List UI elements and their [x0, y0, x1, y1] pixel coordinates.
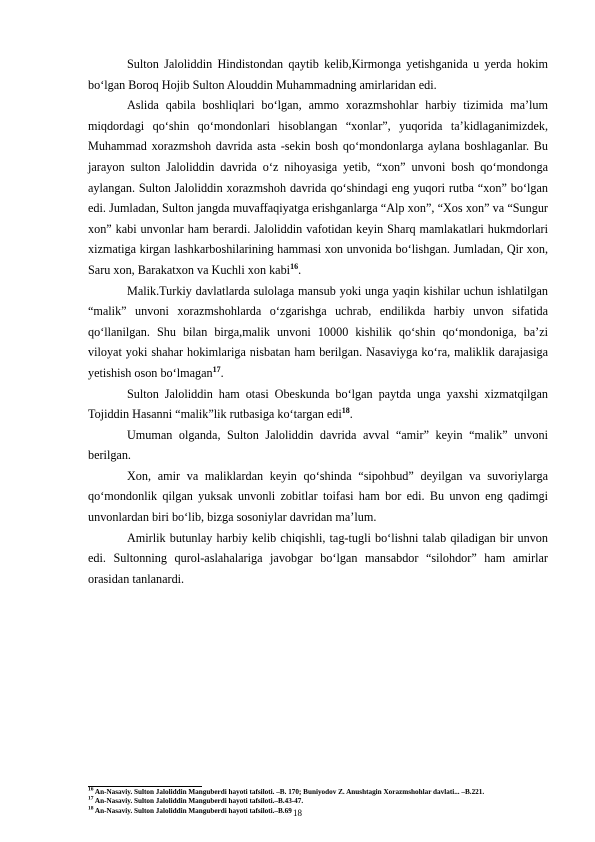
paragraph: Sulton Jaloliddin Hindistondan qaytib kelib,Kirmonga yetishganida u yerda hokim bo‘lgan Boroq Hojib Sulton Alouddin Muhammadning amirlaridan edi. — [88, 57, 548, 92]
paragraph: Xon, amir va maliklardan keyin qo‘shinda “sipohbud” deyilgan va suvoriylarga qo‘mondonlik qilgan yuksak unvonli zobitlar toifasi ham bor edi. Bu unvon eng qadimgi unvonlardan biri bo‘lib, bizga sosoniylar davridan ma’lum. — [88, 468, 548, 525]
paragraph: Umuman olganda, Sulton Jaloliddin davrida avval “amir” keyin “malik” unvoni berilgan. — [88, 427, 548, 463]
footnote-ref[interactable]: 16 — [290, 261, 299, 271]
paragraph: Aslida qabila boshliqlari bo‘lgan, ammo xorazmshohlar harbiy tizimida ma’lum miqdordagi qo‘shin qo‘mondonlari hisoblangan “xonlar”, yuqorida ta’kidlaganimizdek, Muhammad xorazmshoh davrida asta -sekin bosh qo‘mondonlarga aylana boshlaganlar. Bu jarayon sulton Jaloliddin davrida o‘z nihoyasiga yetib, “xon” unvoni bosh qo‘mondonga aylangan. Sulton Jaloliddin xorazmshoh davrida qo‘shindagi eng yuqori rutba “xon” bo‘lgan edi. Jumladan, Sulton jangda muvaffaqiyatga erishganlarga “Alp xon”, “Xos xon” va “Sungur xon” kabi unvonlar ham berardi. Jaloliddin vafotidan keyin Sharq mamlakatlari hukmdorlari xizmatiga kirgan lashkarboshilarining hammasi xon unvonida bo‘lishgan. Jumladan, Qir xon, Saru xon, Barakatxon va Kuchli xon kabi$^{16}$. — [88, 98, 548, 277]
footnote-ref[interactable]: 17 — [212, 364, 221, 374]
page-number: 18 — [293, 808, 302, 818]
footnote: $^{18}$ An-Nasaviy. Sulton Jaloliddin Manguberdi hayoti tafsiloti.–B.69 — [88, 805, 292, 815]
footnote: $^{16}$ An-Nasaviy. Sulton Jaloliddin Manguberdi hayoti tafsiloti. –B. 170; Buniyodov Z. Anushtagin Xorazmshohlar davlati... –B.221. — [88, 786, 485, 796]
paragraph: Sulton Jaloliddin ham otasi Obeskunda bo‘lgan paytda unga yaxshi xizmatqilgan Tojiddin Hasanni “malik”lik rutbasiga ko‘targan edi$^{18}$. — [88, 386, 548, 422]
paragraph: Amirlik butunlay harbiy kelib chiqishli, tag-tugli bo‘lishni talab qiladigan bir unvon edi. Sultonning qurol-aslahalariga javobgar bo‘lgan mansabdor “silohdor” ham amirlar orasidan tanlanardi. — [88, 530, 548, 586]
footnote: $^{17}$ An-Nasaviy. Sulton Jaloliddin Manguberdi hayoti tafsiloti.–B.43-47. — [88, 796, 304, 806]
footnote-ref[interactable]: 18 — [341, 406, 350, 416]
body-text — [88, 54, 548, 589]
footnote-separator — [88, 786, 202, 787]
paragraph: Malik.Turkiy davlatlarda sulolaga mansub yoki unga yaqin kishilar uchun ishlatilgan “malik” unvoni xorazmshohlarda o‘zgarishga uchrab, endilikda harbiy unvon sifatida qo‘llanilgan. Shu bilan birga,malik unvoni 10000 kishilik qo‘shin qo‘mondoniga, ba’zi viloyat yoki shahar hokimlariga nisbatan ham berilgan. Nasaviyga ko‘ra, maliklik darajasiga yetishish oson bo‘lmagan$^{17}$. — [88, 283, 548, 380]
